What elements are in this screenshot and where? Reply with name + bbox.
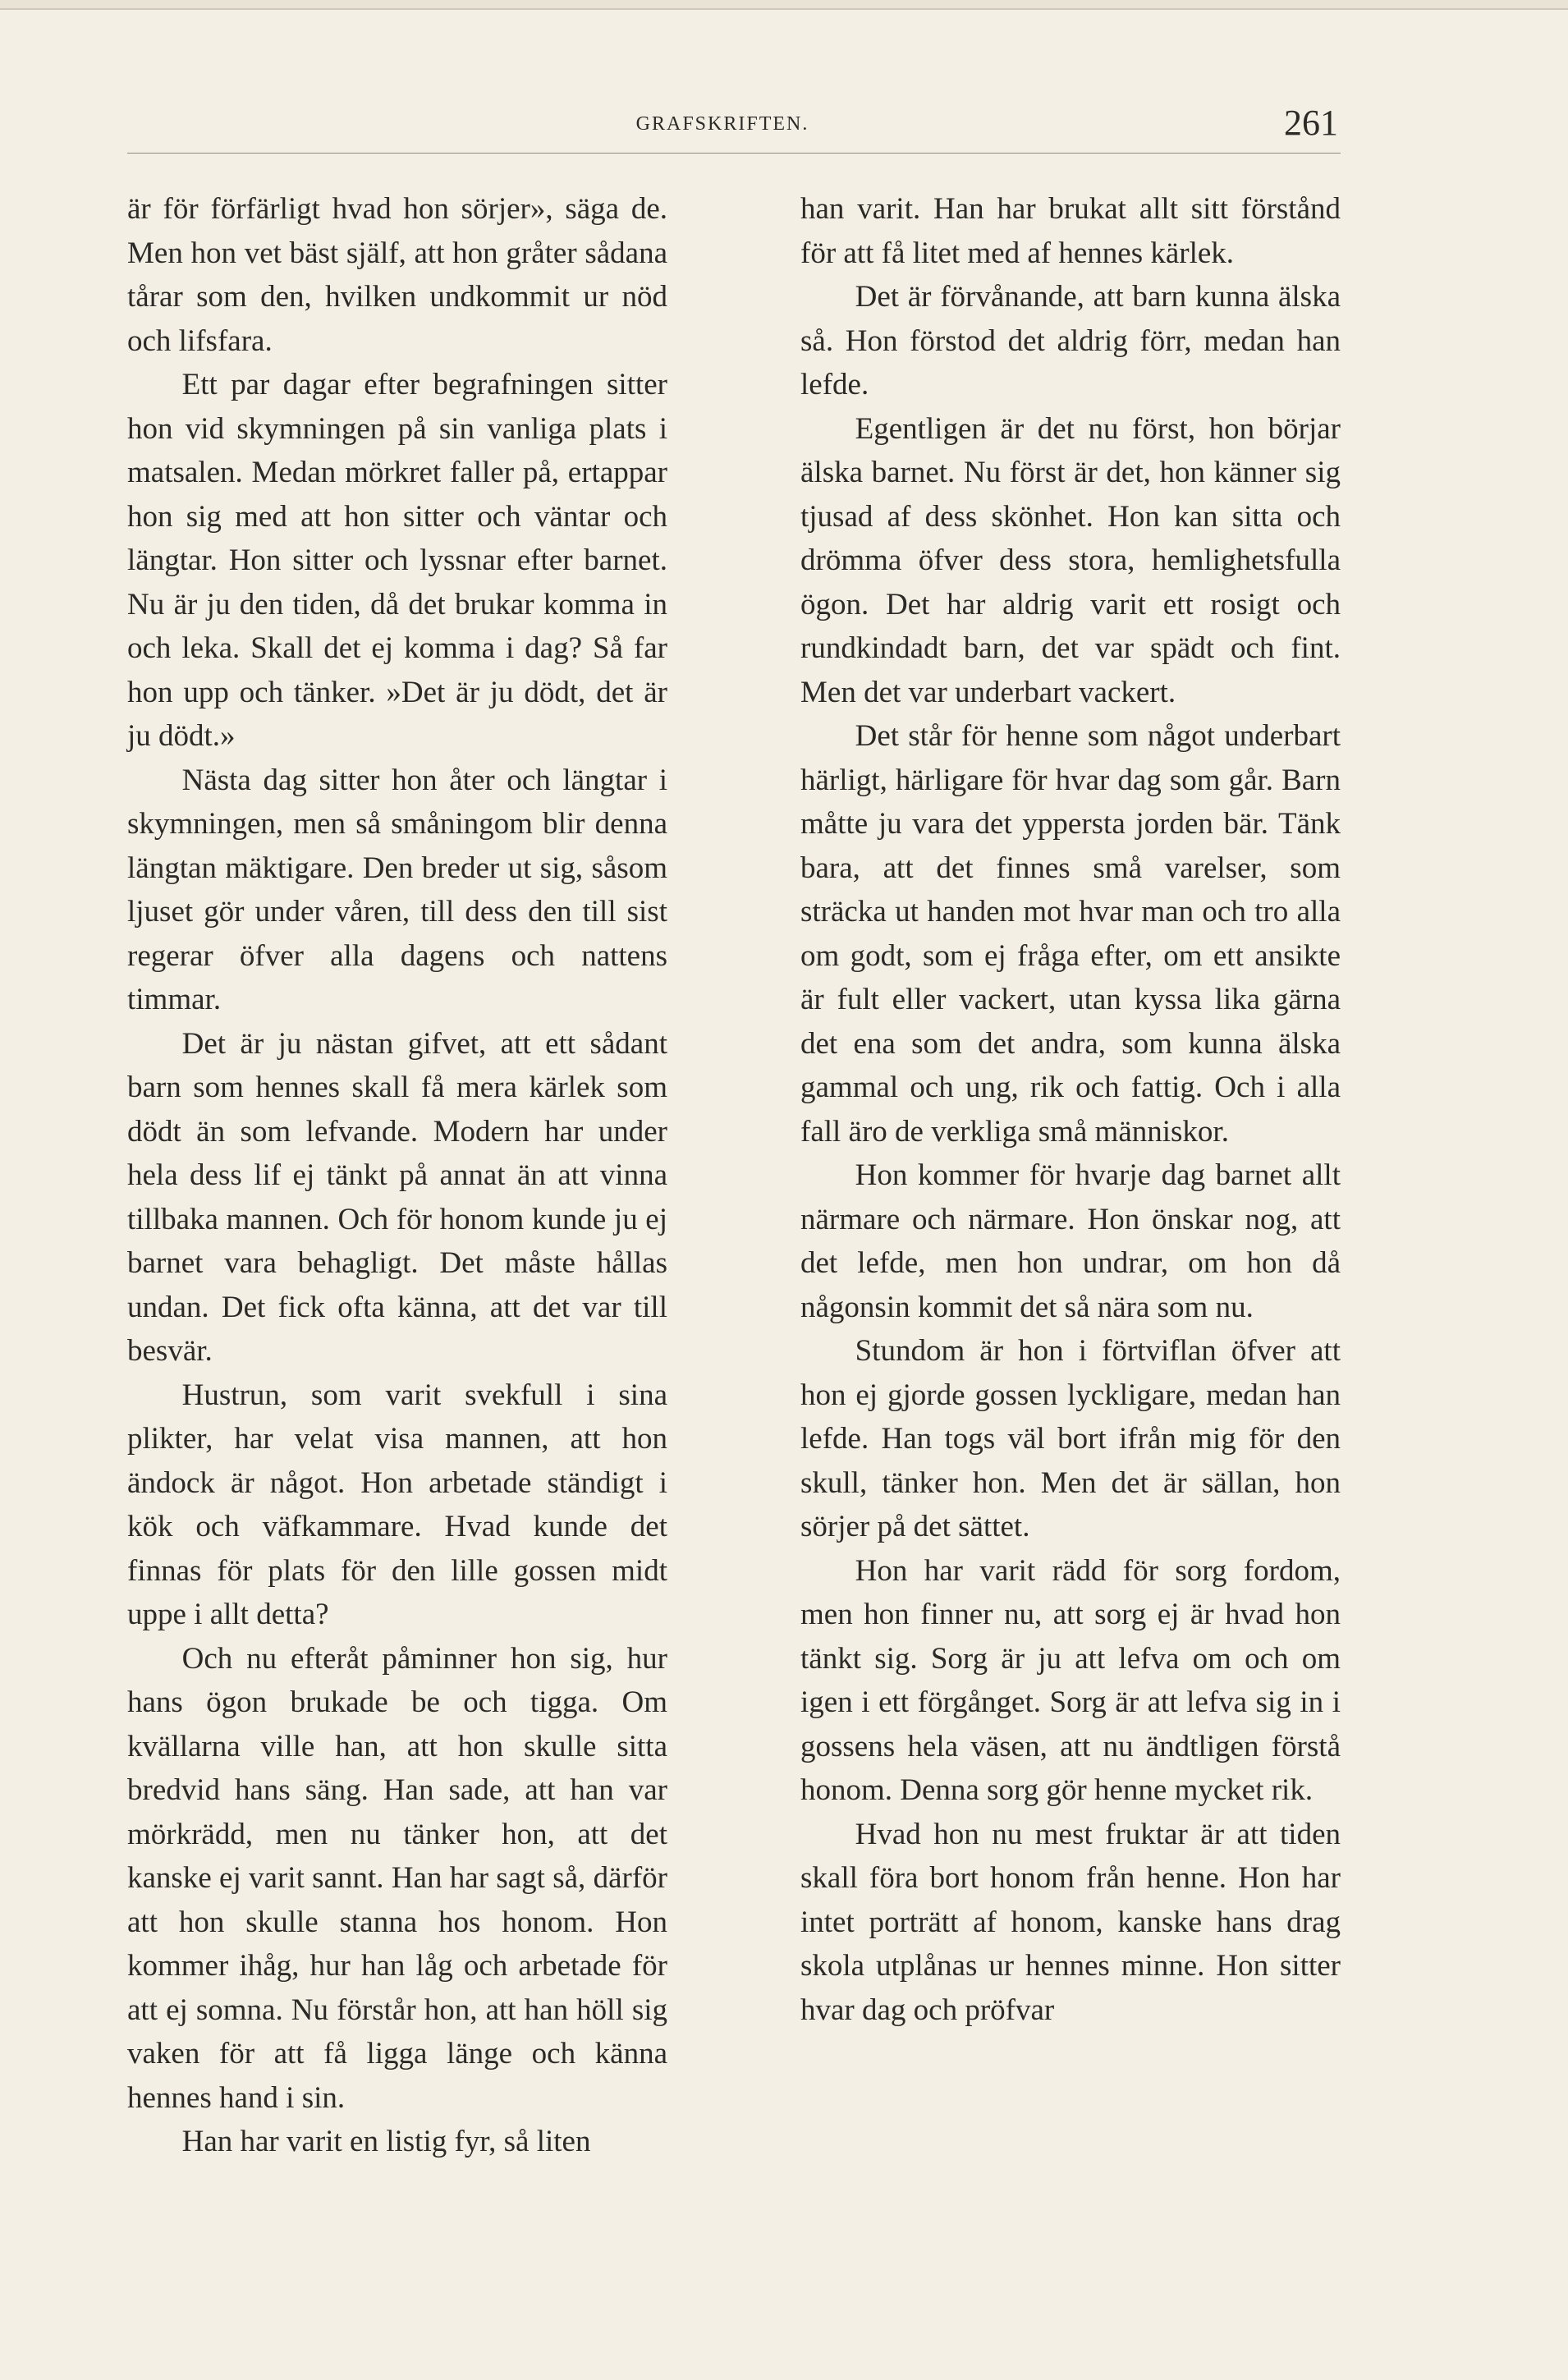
paragraph: Ett par dagar efter begrafningen sitter hon vid skymningen på sin vanliga plats i matsalen. Medan mörkret faller på, ertappar hon sig med att hon sitter och väntar och längtar. Hon sitter och lyssnar efter barnet. Nu är ju den tiden, då det brukar komma in och leka. Skall det ej komma i dag? Så far hon upp och tänker. »Det är ju dödt, det är ju dödt.» (127, 368, 667, 753)
paragraph: han varit. Han har brukat allt sitt förstånd för att få litet med af hennes kärlek. (800, 192, 1341, 270)
paragraph: Hustrun, som varit svekfull i sina plikter, har velat visa mannen, att hon ändock är något. Hon arbetade ständigt i kök och väfkammare. Hvad kunde det finnas för plats för den lille gossen midt uppe i allt detta? (127, 1378, 667, 1631)
page-number: 261 (1284, 103, 1338, 143)
left-column (127, 187, 667, 2164)
paragraph: Det är förvånande, att barn kunna älska så. Hon förstod det aldrig förr, medan han lefde. (800, 280, 1341, 401)
header-rule (127, 153, 1341, 154)
paragraph: Nästa dag sitter hon åter och längtar i skymningen, men så småningom blir denna längtan mäktigare. Den breder ut sig, såsom ljuset gör under våren, till dess den till sist regerar öfver alla dagens och nattens timmar. (127, 763, 667, 1016)
paragraph: Det är ju nästan gifvet, att ett sådant barn som hennes skall få mera kärlek som dödt än som lefvande. Modern har under hela dess lif ej tänkt på annat än att vinna tillbaka mannen. Och för honom kunde ju ej barnet vara behagligt. Det måste hållas undan. Det fick ofta känna, att det var till besvär. (127, 1026, 667, 1368)
paragraph: Han har varit en listig fyr, så liten (181, 2125, 591, 2158)
paragraph: är för förfärligt hvad hon sörjer», säga de. Men hon vet bäst själf, att hon gråter sådana tårar som den, hvilken undkommit ur nöd och lifsfara. (127, 192, 667, 358)
paragraph: Hvad hon nu mest fruktar är att tiden skall föra bort honom från henne. Hon har intet porträtt af honom, kanske hans drag skola utplånas ur hennes minne. Hon sitter hvar dag och pröfvar (800, 1817, 1341, 2027)
paragraph: Egentligen är det nu först, hon börjar älska barnet. Nu först är det, hon känner sig tjusad af dess skönhet. Hon kan sitta och drömma öfver dess stora, hemlighetsfulla ögon. Det har aldrig varit ett rosigt och rundkindadt barn, det var spädt och fint. Men det var underbart vackert. (800, 411, 1341, 709)
paragraph: Och nu efteråt påminner hon sig, hur hans ögon brukade be och tigga. Om kvällarna ville han, att hon skulle sitta bredvid hans säng. Han sade, att han var mörkrädd, men nu tänker hon, att det kanske ej varit sannt. Han har sagt så, därför att hon skulle stanna hos honom. Hon kommer ihåg, hur han låg och arbetade för att ej somna. Nu förstår hon, att han höll sig vaken för att få ligga länge och känna hennes hand i sin. (127, 1641, 667, 2115)
page-top-edge (0, 0, 1568, 10)
paragraph: Hon har varit rädd för sorg fordom, men hon finner nu, att sorg ej är hvad hon tänkt sig. Sorg är ju att lefva om och om igen i ett förgånget. Sorg är att lefva sig in i gossens hela väsen, att nu ändtligen förstå honom. Denna sorg gör henne mycket rik. (800, 1553, 1341, 1807)
paragraph: Det står för henne som något underbart härligt, härligare för hvar dag som går. Barn måtte ju vara det yppersta jorden bär. Tänk bara, att det finnes små varelser, som sträcka ut handen mot hvar man och tro alla om godt, som ej fråga efter, om ett ansikte är fult eller vackert, utan kyssa lika gärna det ena som det andra, som kunna älska gammal och ung, rik och fattig. Och i alla fall äro de verkliga små människor. (800, 719, 1341, 1149)
paragraph: Hon kommer för hvarje dag barnet allt närmare och närmare. Hon önskar nog, att det lefde, men hon undrar, om hon då någonsin kommit det så nära som nu. (800, 1158, 1341, 1324)
running-title: GRAFSKRIFTEN. (635, 113, 809, 135)
running-header (0, 99, 1568, 148)
right-column (800, 187, 1341, 2032)
paragraph: Stundom är hon i förtviflan öfver att hon ej gjorde gossen lyckligare, medan han lefde. Han togs väl bort ifrån mig för den skull, tänker hon. Men det är sällan, hon sörjer på det sättet. (800, 1334, 1341, 1543)
